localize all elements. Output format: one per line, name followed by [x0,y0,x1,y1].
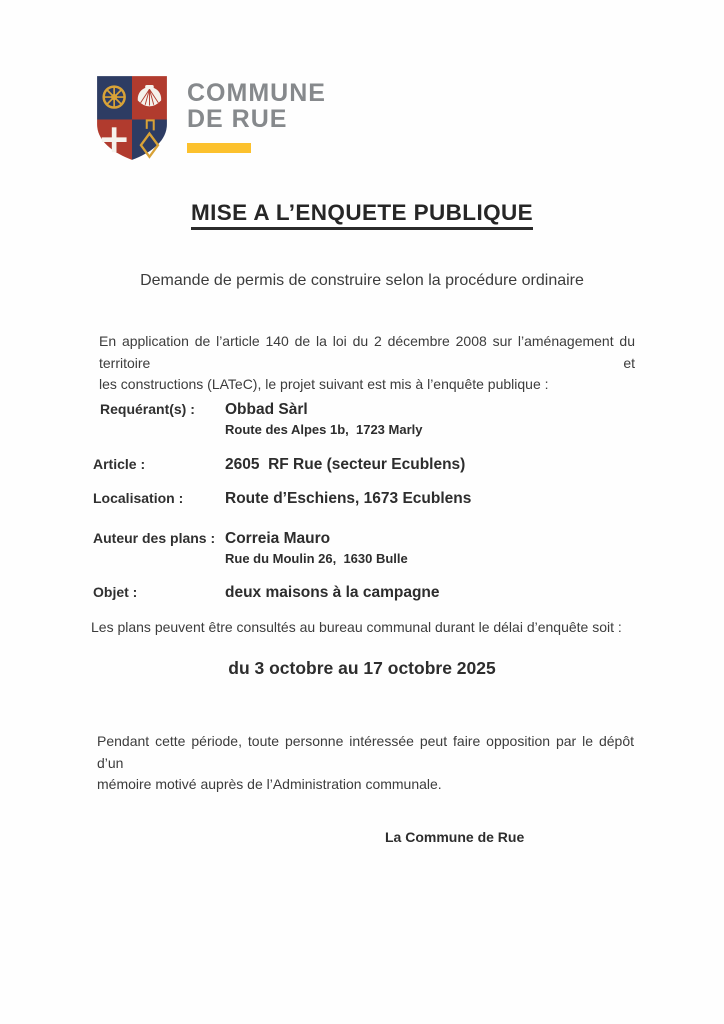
opposition-paragraph [97,731,634,796]
field-label: Auteur des plans : [93,530,216,546]
notice-subtitle: Demande de permis de construire selon la procédure ordinaire [140,272,584,289]
field-value: Correia Mauro [225,530,331,547]
field-label: Article : [93,456,146,472]
commune-shield-icon [93,73,171,163]
intro-line-1: En application de l’article 140 de la loi du 2 décembre 2008 sur l’aménagement du territoire et [99,333,635,371]
field-row-article [93,455,465,474]
commune-logo [93,73,326,163]
field-row-auteur-des-plans [93,529,408,566]
field-value: deux maisons à la campagne [225,584,440,601]
logo-wordmark [187,73,326,153]
field-row-localisation [93,489,471,508]
intro-line-2: les constructions (LATeC), le projet suivant est mis à l’enquête publique : [99,376,549,392]
enquiry-period: du 3 octobre au 17 octobre 2025 [228,658,496,678]
field-value: Route d’Eschiens, 1673 Ecublens [225,490,472,507]
wheel-icon [104,87,125,108]
consultation-line: Les plans peuvent être consultés au bureau communal durant le délai d’enquête soit : [91,619,622,635]
field-row-requerant [93,400,422,437]
field-value-block [225,400,422,437]
field-label: Requérant(s) : [100,401,195,417]
field-value: Obbad Sàrl [225,401,308,418]
field-address: Rue du Moulin 26, 1630 Bulle [225,551,408,566]
logo-wordmark-line1: COMMUNE [187,79,326,107]
logo-accent-bar [187,143,251,153]
field-row-objet [93,583,440,602]
field-value-block [225,529,408,566]
field-address: Route des Alpes 1b, 1723 Marly [225,422,423,437]
signature: La Commune de Rue [385,829,525,845]
field-label: Objet : [93,584,138,600]
field-value: 2605 RF Rue (secteur Ecublens) [225,456,466,473]
notice-title-text: MISE A L’ENQUETE PUBLIQUE [191,200,533,230]
field-label: Localisation : [93,490,184,506]
opposition-line-2: mémoire motivé auprès de l’Administration communale. [97,776,442,792]
opposition-line-1: Pendant cette période, toute personne intéressée peut faire opposition par le dépôt d’un [97,733,634,771]
notice-title [0,200,724,226]
logo-wordmark-line2: DE RUE [187,105,288,133]
intro-paragraph [99,331,635,396]
